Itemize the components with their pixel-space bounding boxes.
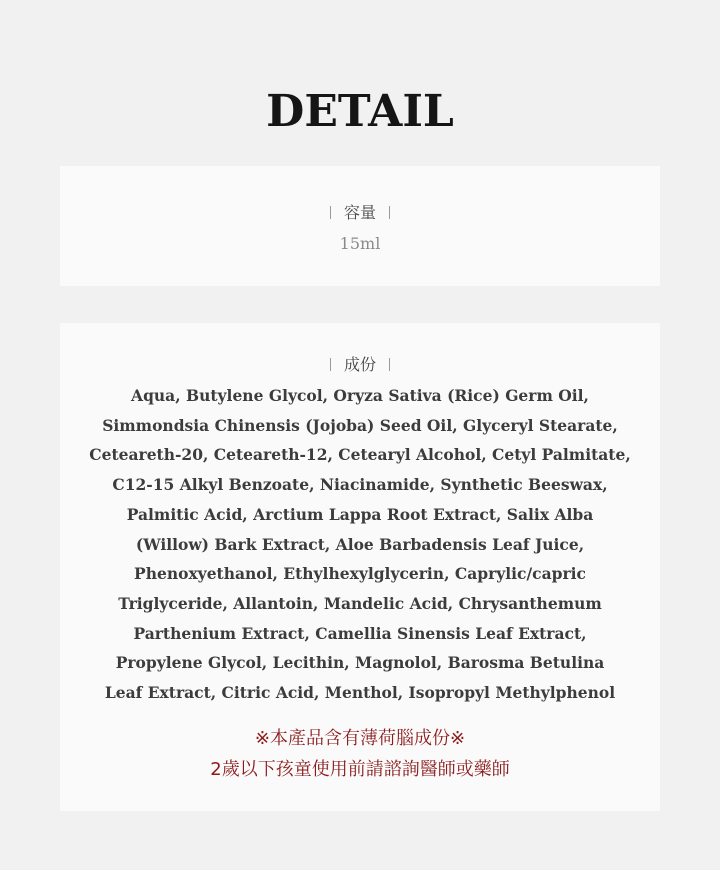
- ingredients-line: Palmitic Acid, Arctium Lappa Root Extract, Salix Alba: [126, 504, 594, 524]
- ingredients-line: Triglyceride, Allantoin, Mandelic Acid, Chrysanthemum: [118, 593, 602, 613]
- divider-left: [330, 206, 331, 219]
- ingredients-line: Simmondsia Chinensis (Jojoba) Seed Oil, Glyceryl Stearate,: [102, 415, 618, 435]
- ingredients-card: [60, 323, 660, 811]
- ingredients-line: Leaf Extract, Citric Acid, Menthol, Isopropyl Methylphenol: [104, 683, 616, 703]
- ingredients-line: (Willow) Bark Extract, Aloe Barbadensis Leaf Juice,: [135, 534, 585, 554]
- divider-right: [389, 206, 390, 219]
- menthol-warning: ※本產品含有薄荷腦成份※: [254, 728, 466, 749]
- ingredients-list: [60, 381, 660, 708]
- capacity-value: 15ml: [339, 234, 381, 253]
- ingredients-label: 成份: [343, 355, 376, 374]
- divider-left: [330, 358, 331, 371]
- ingredients-line: Propylene Glycol, Lecithin, Magnolol, Barosma Betulina: [115, 653, 605, 673]
- page-title: DETAIL: [266, 86, 454, 137]
- divider-right: [389, 358, 390, 371]
- ingredients-line: Parthenium Extract, Camellia Sinensis Leaf Extract,: [133, 623, 587, 643]
- capacity-card: [60, 166, 660, 286]
- ingredients-line: Phenoxyethanol, Ethylhexylglycerin, Caprylic/capric: [134, 564, 586, 584]
- capacity-label: 容量: [343, 203, 376, 222]
- child-usage-warning: 2歲以下孩童使用前請諮詢醫師或藥師: [210, 759, 510, 780]
- ingredients-label-row: [60, 355, 660, 375]
- ingredients-line: Ceteareth-20, Ceteareth-12, Cetearyl Alcohol, Cetyl Palmitate,: [89, 445, 631, 465]
- capacity-label-row: [60, 203, 660, 223]
- ingredients-line: C12-15 Alkyl Benzoate, Niacinamide, Synthetic Beeswax,: [112, 475, 608, 495]
- ingredients-line: Aqua, Butylene Glycol, Oryza Sativa (Rice) Germ Oil,: [131, 386, 589, 405]
